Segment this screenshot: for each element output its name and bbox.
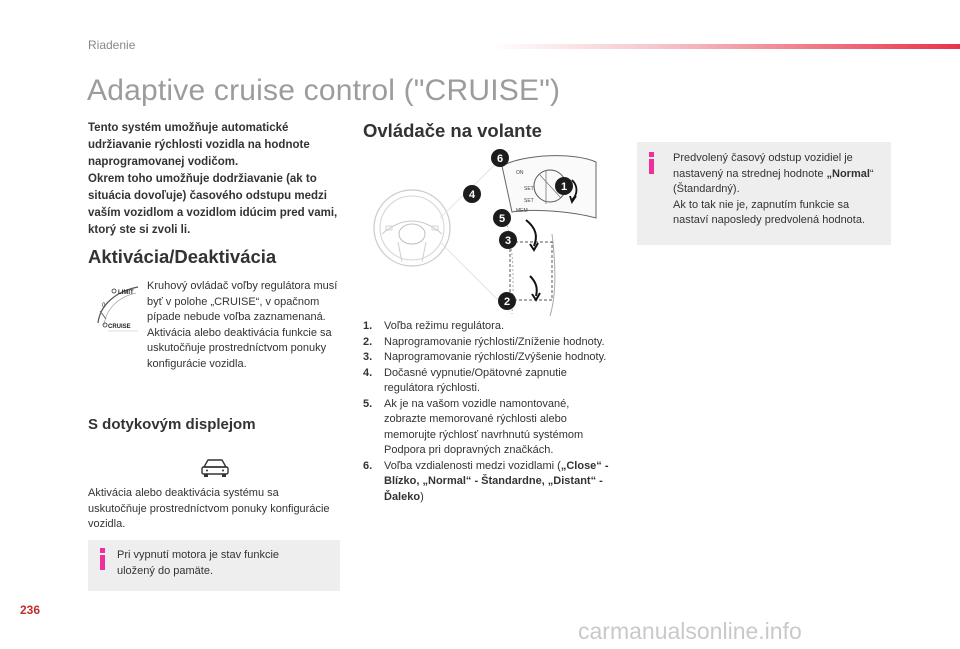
badge-2 [498,292,516,310]
badge-6 [491,149,509,167]
badge-1 [555,177,573,195]
svg-text:SET: SET [524,198,534,204]
svg-text:1: 1 [560,181,568,193]
header-accent-bar [490,44,960,49]
info-icon [649,152,654,174]
svg-text:2: 2 [503,296,511,308]
info-note-right [637,142,891,245]
steering-wheel-controls-illustration [364,146,618,318]
svg-text:4: 4 [468,189,476,201]
svg-text:5: 5 [498,213,506,225]
svg-text:6: 6 [496,153,504,165]
selector-cruise-label: CRUISE [108,324,131,330]
list-item: 2. Naprogramovanie rýchlosti/Zníženie hodnoty. [363,335,605,348]
activation-text-2: Aktivácia alebo deaktivácia funkcie sa uskutočňuje prostredníctvom ponuky konfigurácie vozidla. [147,326,332,370]
svg-text:MEM: MEM [516,208,528,214]
page-number: 236 [20,603,41,617]
badge-5 [493,209,511,227]
intro-paragraph-2: Okrem toho umožňuje dodržiavanie (ak to situácia dovoľuje) časového odstupu medzi vaším vozidlom a vozidlom idúcim pred vami, ktorý ste si zvoli li. [88,173,338,236]
list-item: 1. Voľba režimu regulátora. [363,320,504,332]
info-note-left-text: Pri vypnutí motora je stav funkcie uložený do pamäte. [117,549,280,577]
list-item: 5. Ak je na vašom vozidle namontované, zobrazte memorované rýchlosti alebo memorujte rýchlosť navrhnutú systémom Podpora pri dopravných značkách. [363,397,584,456]
controls-heading: Ovládače na volante [363,120,542,141]
cruise-selector-illustration [86,283,144,339]
list-item: 6. Voľba vzdialenosti medzi vozidlami („Close“ - Blízko, „Normal“ - Štandardne, „Distant“ - Ďaleko) [363,459,609,503]
intro-paragraph-1: Tento systém umožňuje automatické udržiavanie rýchlosti vozidla na hodnote naprogramovanej vodičom. [88,122,310,168]
activation-text-1: Kruhový ovládač voľby regulátora musí byť v polohe „CRUISE“, v opačnom pípade nebude voľba zaznamenaná. [147,280,338,323]
selector-off-label: 0 [102,303,106,309]
svg-text:3: 3 [504,235,512,247]
svg-text:SET: SET [524,186,534,192]
badge-3 [499,231,517,249]
intro-text [88,120,348,239]
list-item: 3. Naprogramovanie rýchlosti/Zvýšenie hodnoty. [363,351,607,363]
section-label: Riadenie [88,38,136,52]
watermark: carmanualsonline.info [578,618,802,644]
info-note-left [88,540,340,591]
info-icon [100,548,105,570]
badge-4 [463,185,481,203]
car-icon [200,457,230,479]
page-title: Adaptive cruise control ("CRUISE") [87,74,561,107]
touchscreen-text: Aktivácia alebo deaktivácia systému sa uskutočňuje prostredníctvom ponuky konfigurácie vozidla. [88,487,330,530]
activation-text [147,279,342,372]
info-note-right-text: Predvolený časový odstup vozidiel je nastavený na strednej hodnote „Normal“ (Štandardný). Ak to tak nie je, zapnutím funkcie sa nastaví naposledy predvolená hodnota. [673,152,874,226]
activation-heading: Aktivácia/Deaktivácia [88,246,277,267]
svg-text:ON: ON [516,170,524,176]
list-item: 4. Dočasné vypnutie/Opätovné zapnutie regulátora rýchlosti. [363,366,567,394]
selector-limit-label: LIMIT [118,290,134,296]
controls-list [363,319,613,505]
touchscreen-heading: S dotykovým displejom [88,416,256,433]
